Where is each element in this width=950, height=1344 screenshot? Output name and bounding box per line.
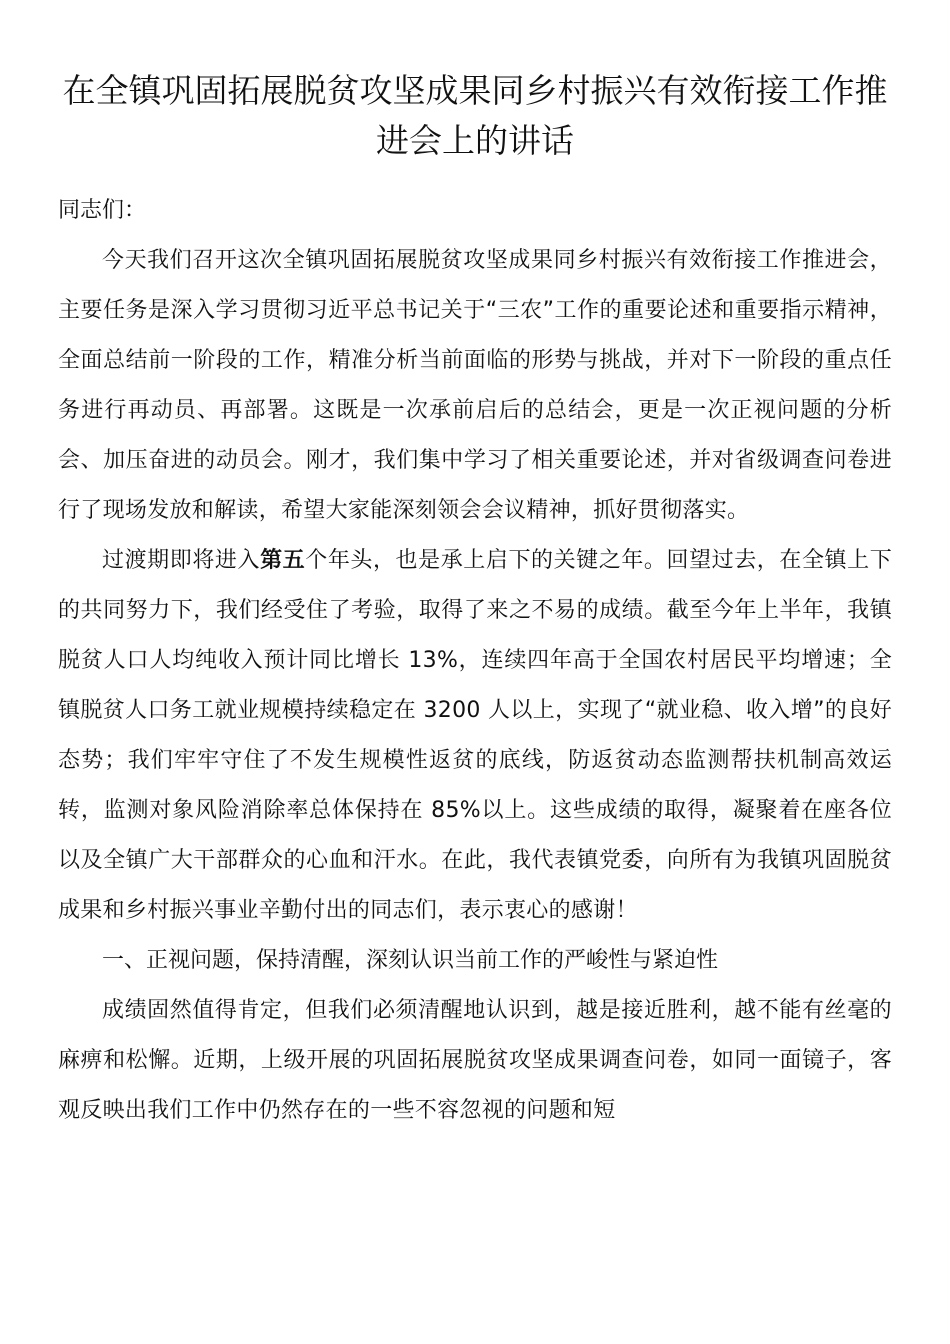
bold-emphasis-fifth: 第五 — [260, 548, 306, 573]
paragraph-intro: 今天我们召开这次全镇巩固拓展脱贫攻坚成果同乡村振兴有效衔接工作推进会，主要任务是深入学习贯彻习近平总书记关于“三农”工作的重要论述和重要指示精神，全面总结前一阶段的工作，精准分析当前面临的形势与挑战，并对下一阶段的重点任务进行再动员、再部署。这既是一次承前启后的总结会，更是一次正视问题的分析会、加压奋进的动员会。刚才，我们集中学习了相关重要论述，并对省级调查问卷进行了现场发放和解读，希望大家能深刻领会会议精神，抓好贯彻落实。 — [58, 248, 892, 523]
paragraph-achievements — [58, 536, 892, 936]
paragraph-achievements-lead: 过渡期即将进入 — [102, 548, 261, 573]
document-page — [58, 66, 892, 1136]
paragraph-problems: 成绩固然值得肯定，但我们必须清醒地认识到，越是接近胜利，越不能有丝毫的麻痹和松懈。近期，上级开展的巩固拓展脱贫攻坚成果调查问卷，如同一面镜子，客观反映出我们工作中仍然存在的一些不容忽视的问题和短 — [58, 998, 892, 1123]
paragraph-achievements-body: 个年头，也是承上启下的关键之年。回望过去，在全镇上下的共同努力下，我们经受住了考验，取得了来之不易的成绩。截至今年上半年，我镇脱贫人口人均纯收入预计同比增长 13%，连续四年高于全国农村居民平均增速；全镇脱贫人口务工就业规模持续稳定在 3200 人以上，实现了“就业稳、收入增”的良好态势；我们牢牢守住了不发生规模性返贫的底线，防返贫动态监测帮扶机制高效运转，监测对象风险消除率总体保持在 85%以上。这些成绩的取得，凝聚着在座各位以及全镇广大干部群众的心血和汗水。在此，我代表镇党委，向所有为我镇巩固脱贫成果和乡村振兴事业辛勤付出的同志们，表示衷心的感谢！ — [58, 548, 892, 923]
document-title: 在全镇巩固拓展脱贫攻坚成果同乡村振兴有效衔接工作推进会上的讲话 — [62, 71, 888, 160]
section-heading-1: 一、正视问题，保持清醒，深刻认识当前工作的严峻性与紧迫性 — [102, 948, 719, 973]
salutation: 同志们： — [58, 198, 147, 223]
